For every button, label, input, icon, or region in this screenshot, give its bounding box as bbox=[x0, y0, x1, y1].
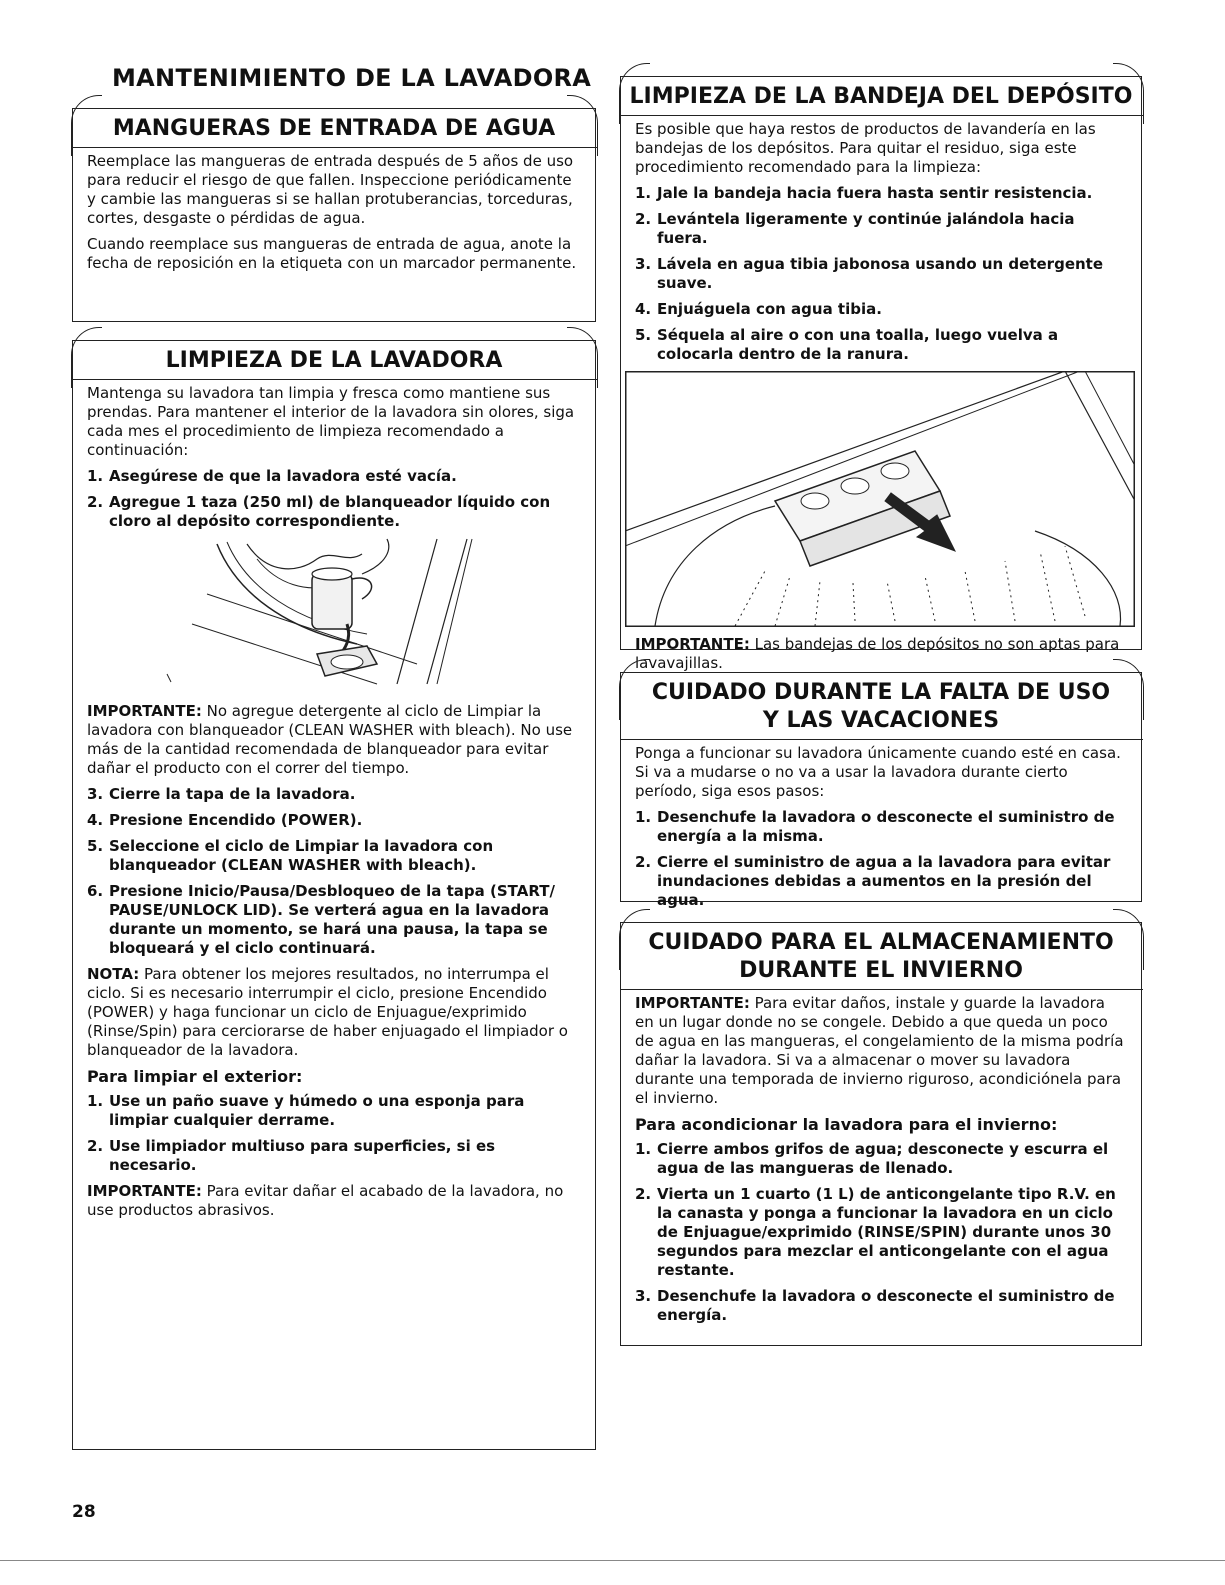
step-item bbox=[87, 882, 581, 958]
step-text: Jale la bandeja hacia fuera hasta sentir resistencia. bbox=[657, 184, 1093, 202]
step-item bbox=[635, 853, 1127, 910]
exterior-steps bbox=[87, 1092, 581, 1175]
step-text: Use limpiador multiuso para superficies, si es necesario. bbox=[109, 1137, 496, 1174]
dispenser-tray-illustration bbox=[625, 371, 1135, 627]
step-text: Lávela en agua tibia jabonosa usando un detergente suave. bbox=[657, 255, 1104, 292]
step-item bbox=[87, 1092, 581, 1130]
vacation-care-title-line-1: CUIDADO DURANTE LA FALTA DE USO bbox=[651, 680, 1111, 705]
hoses-paragraph-2: Cuando reemplace sus mangueras de entrada de agua, anote la fecha de reposición en la etiqueta con un marcador permanente. bbox=[87, 235, 577, 272]
step-number: 2. bbox=[87, 493, 104, 511]
washer-cleaning-heading bbox=[72, 341, 597, 380]
vacation-care-section bbox=[620, 672, 1142, 909]
bottom-rule bbox=[0, 1560, 1225, 1561]
note-label: NOTA: bbox=[87, 965, 140, 983]
step-text: Levántela ligeramente y continúe jalándola hacia fuera. bbox=[657, 210, 1075, 247]
step-text: Desenchufe la lavadora o desconecte el suministro de energía. bbox=[657, 1287, 1115, 1324]
page-number: 28 bbox=[72, 1502, 96, 1522]
washer-cleaning-important bbox=[87, 702, 581, 778]
heading-corner bbox=[71, 95, 102, 156]
vacation-care-title-line-2: Y LAS VACACIONES bbox=[762, 708, 1000, 733]
winter-storage-title-line-2: DURANTE EL INVIERNO bbox=[739, 958, 1023, 983]
step-item bbox=[635, 184, 1127, 203]
winterize-subheading: Para acondicionar la lavadora para el invierno: bbox=[635, 1115, 1058, 1134]
step-text: Enjuáguela con agua tibia. bbox=[657, 300, 882, 318]
exterior-important bbox=[87, 1182, 581, 1220]
important-label: IMPORTANTE: bbox=[87, 702, 202, 720]
step-item bbox=[87, 811, 581, 830]
step-text: Presione Inicio/Pausa/Desbloqueo de la tapa (START/ PAUSE/UNLOCK LID). Se verterá agua en la lavadora durante un momento, se hará una pausa, la tapa se bloqueará y el ciclo continuará. bbox=[109, 882, 555, 957]
dispenser-tray-section bbox=[620, 76, 1142, 672]
step-item bbox=[87, 467, 581, 486]
step-text: Cierre ambos grifos de agua; desconecte y escurra el agua de las mangueras de llenado. bbox=[657, 1140, 1109, 1177]
important-text: Las bandejas de los depósitos no son aptas para lavavajillas. bbox=[635, 635, 1120, 672]
hoses-heading bbox=[72, 109, 597, 148]
step-text: Desenchufe la lavadora o desconecte el suministro de energía a la misma. bbox=[657, 808, 1115, 845]
step-item bbox=[635, 1140, 1127, 1178]
step-item bbox=[635, 808, 1127, 846]
important-label: IMPORTANTE: bbox=[635, 994, 750, 1012]
dispenser-tray-intro: Es posible que haya restos de productos de lavandería en las bandejas de los depósitos. Para quitar el residuo, siga este procedimiento recomendado para la limpieza: bbox=[635, 120, 1096, 176]
hoses-section bbox=[72, 108, 596, 322]
step-text: Presione Encendido (POWER). bbox=[109, 811, 363, 829]
dispenser-tray-title: LIMPIEZA DE LA BANDEJA DEL DEPÓSITO bbox=[629, 84, 1133, 109]
hoses-paragraph-1: Reemplace las mangueras de entrada después de 5 años de uso para reducir el riesgo de que fallen. Inspeccione periódicamente y cambie las mangueras si se hallan protuberancias, torceduras, cortes, desgaste o pérdidas de agua. bbox=[87, 152, 574, 227]
step-number: 4. bbox=[635, 300, 652, 318]
step-number: 2. bbox=[635, 210, 652, 228]
step-text: Vierta un 1 cuarto (1 L) de anticongelante tipo R.V. en la canasta y ponga a funcionar la lavadora en un ciclo de Enjuague/exprimido (RINSE/SPIN) durante unos 30 segundos para mezclar el anticongelante con el agua restante. bbox=[657, 1185, 1116, 1279]
step-item bbox=[635, 1287, 1127, 1325]
washer-cleaning-note bbox=[87, 965, 581, 1060]
page-title: MANTENIMIENTO DE LA LAVADORA bbox=[112, 64, 592, 92]
step-number: 3. bbox=[635, 1287, 652, 1305]
step-item bbox=[635, 210, 1127, 248]
step-text: Use un paño suave y húmedo o una esponja para limpiar cualquier derrame. bbox=[109, 1092, 525, 1129]
dispenser-tray-heading bbox=[620, 77, 1143, 116]
step-item bbox=[635, 255, 1127, 293]
note-text: Para obtener los mejores resultados, no interrumpa el ciclo. Si es necesario interrumpir el ciclo, presione Encendido (POWER) y haga funcionar un ciclo de Enjuague/exprimido (Rinse/Spin) para cerciorarse de haber enjuagado el limpiador o blanqueador de la lavadora. bbox=[87, 965, 568, 1059]
washer-cleaning-steps-b bbox=[87, 785, 581, 958]
step-number: 1. bbox=[87, 1092, 104, 1110]
step-number: 5. bbox=[87, 837, 104, 855]
heading-corner bbox=[619, 63, 650, 124]
step-item bbox=[87, 1137, 581, 1175]
step-text: Cierre la tapa de la lavadora. bbox=[109, 785, 356, 803]
washer-cleaning-section bbox=[72, 340, 596, 1450]
vacation-care-heading bbox=[620, 673, 1143, 740]
exterior-subheading: Para limpiar el exterior: bbox=[87, 1067, 303, 1086]
winter-storage-title-line-1: CUIDADO PARA EL ALMACENAMIENTO bbox=[648, 930, 1114, 955]
step-item bbox=[635, 326, 1127, 364]
dispenser-tray-steps bbox=[635, 184, 1127, 364]
important-text: Para evitar dañar el acabado de la lavadora, no use productos abrasivos. bbox=[87, 1182, 564, 1219]
heading-corner bbox=[567, 95, 598, 156]
step-number: 6. bbox=[87, 882, 104, 900]
step-number: 1. bbox=[635, 808, 652, 826]
step-number: 1. bbox=[87, 467, 104, 485]
heading-corner bbox=[567, 327, 598, 388]
step-text: Asegúrese de que la lavadora esté vacía. bbox=[109, 467, 457, 485]
heading-corner bbox=[1113, 63, 1144, 124]
step-item bbox=[87, 785, 581, 804]
vacation-care-intro: Ponga a funcionar su lavadora únicamente cuando esté en casa. Si va a mudarse o no va a usar la lavadora durante cierto período, siga esos pasos: bbox=[635, 744, 1121, 800]
hoses-title: MANGUERAS DE ENTRADA DE AGUA bbox=[112, 116, 556, 141]
important-label: IMPORTANTE: bbox=[87, 1182, 202, 1200]
washer-cleaning-intro: Mantenga su lavadora tan limpia y fresca como mantiene sus prendas. Para mantener el interior de la lavadora sin olores, siga cada mes el procedimiento de limpieza recomendado a continuación: bbox=[87, 384, 575, 459]
step-number: 2. bbox=[635, 853, 652, 871]
step-text: Séquela al aire o con una toalla, luego vuelva a colocarla dentro de la ranura. bbox=[657, 326, 1059, 363]
winter-storage-heading bbox=[620, 923, 1143, 990]
step-number: 2. bbox=[635, 1185, 652, 1203]
winterize-steps bbox=[635, 1140, 1127, 1325]
dispenser-tray-important bbox=[635, 635, 1127, 673]
vacation-care-steps bbox=[635, 808, 1127, 910]
important-label: IMPORTANTE: bbox=[635, 635, 750, 653]
bleach-pouring-illustration bbox=[147, 534, 567, 694]
step-number: 1. bbox=[635, 1140, 652, 1158]
step-text: Agregue 1 taza (250 ml) de blanqueador líquido con cloro al depósito correspondiente. bbox=[109, 493, 551, 530]
step-item bbox=[635, 1185, 1127, 1280]
step-number: 2. bbox=[87, 1137, 104, 1155]
step-number: 5. bbox=[635, 326, 652, 344]
washer-cleaning-steps-a bbox=[87, 467, 581, 531]
step-number: 4. bbox=[87, 811, 104, 829]
important-text: No agregue detergente al ciclo de Limpiar la lavadora con blanqueador (CLEAN WASHER with bleach). No use más de la cantidad recomendada de blanqueador para evitar dañar el producto con el correr del tiempo. bbox=[87, 702, 573, 777]
step-text: Seleccione el ciclo de Limpiar la lavadora con blanqueador (CLEAN WASHER with bleach). bbox=[109, 837, 494, 874]
important-text: Para evitar daños, instale y guarde la lavadora en un lugar donde no se congele. Debido a que queda un poco de agua en las mangueras, el congelamiento de la misma podría dañar la lavadora. Si va a almacenar o mover su lavadora durante una temporada de invierno riguroso, acondiciónela para el invierno. bbox=[635, 994, 1124, 1107]
step-item bbox=[87, 493, 581, 531]
step-text: Cierre el suministro de agua a la lavadora para evitar inundaciones debidas a aumentos en la presión del agua. bbox=[657, 853, 1111, 909]
step-number: 3. bbox=[87, 785, 104, 803]
step-number: 3. bbox=[635, 255, 652, 273]
step-item bbox=[87, 837, 581, 875]
step-number: 1. bbox=[635, 184, 652, 202]
heading-corner bbox=[71, 327, 102, 388]
winter-storage-important bbox=[635, 994, 1127, 1108]
winter-storage-section bbox=[620, 922, 1142, 1346]
step-item bbox=[635, 300, 1127, 319]
washer-cleaning-title: LIMPIEZA DE LA LAVADORA bbox=[165, 348, 503, 373]
